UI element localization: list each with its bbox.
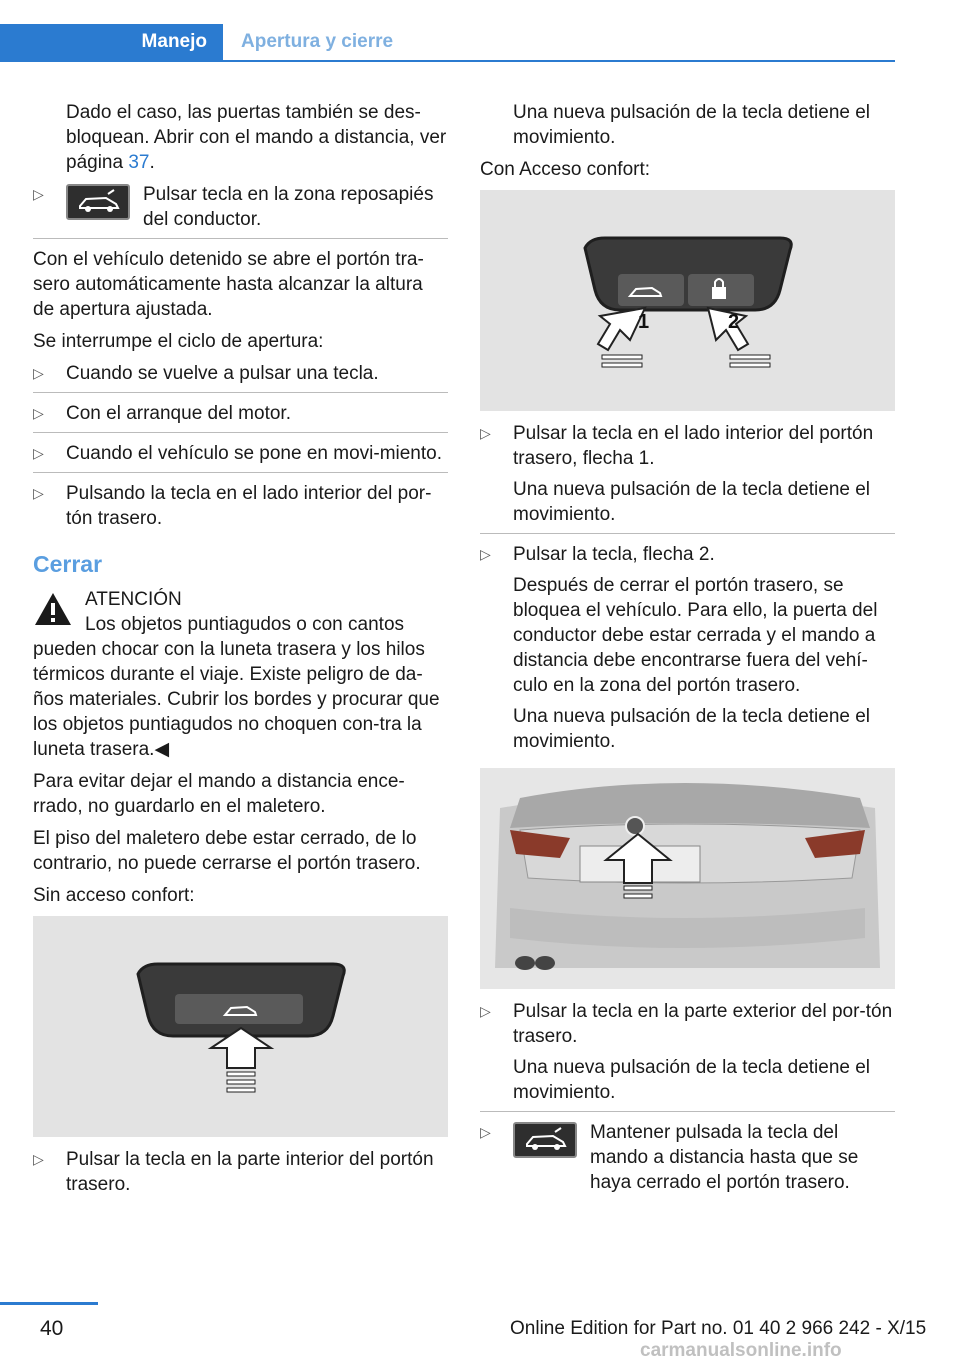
warning-block: [33, 587, 448, 612]
paragraph-auto-open: Con el vehículo detenido se abre el portón tra-sero automáticamente hasta alcanzar la altura de apertura ajustada.: [33, 249, 424, 320]
list-item: ▷ Pulsar la tecla en la parte interior del portón trasero.: [33, 1149, 434, 1195]
tailgate-key-icon: [66, 184, 130, 220]
bullet-triangle-icon: ▷: [33, 1151, 44, 1167]
paragraph-no-comfort: Sin acceso confort:: [33, 885, 195, 906]
list-item-footwell-key: [33, 182, 448, 239]
paragraph-interrupt: Se interrumpe el ciclo de apertura:: [33, 331, 324, 352]
paragraph-comfort: Con Acceso confort:: [480, 159, 651, 180]
bullet-triangle-icon: ▷: [480, 1124, 491, 1140]
fig-arrow-label-2: 2: [728, 311, 740, 333]
list-item-arrow-2: ▷ Pulsar la tecla, flecha 2. Después de cerrar el portón trasero, se bloquea el vehículo. Para ello, la puerta del conductor debe estar cerrada y el mando a distancia debe encontrarse fuera del vehí-culo en la zona del portón trasero. Una nueva pulsación de la tecla detiene el movimiento.: [480, 544, 878, 752]
remote-key-text: Mantener pulsada la tecla del mando a distancia hasta que se haya cerrado el portón trasero.: [590, 1122, 859, 1193]
list-item-remote-key: [480, 1120, 895, 1195]
list-item: ▷ Cuando el vehículo se pone en movi-miento.: [33, 441, 448, 473]
warning-text: Los objetos puntiagudos o con cantos pueden chocar con la luneta trasera y los hilos térmicos durante el viaje. Existe peligro de da-ños materiales. Cubrir los bordes y procurar que los objetos puntiagudos no choquen con-tra la luneta trasera.◀: [33, 614, 440, 760]
header-tab-manejo[interactable]: Manejo: [0, 24, 223, 60]
page-link-37[interactable]: 37: [128, 152, 150, 173]
footwell-key-text: Pulsar tecla en la zona reposapiés del conductor.: [143, 184, 434, 230]
page-number: 40: [40, 1317, 64, 1340]
list-item: ▷ Pulsando la tecla en el lado interior del por-tón trasero.: [33, 483, 432, 529]
bullet-triangle-icon: ▷: [480, 546, 491, 562]
paragraph-unlock: Dado el caso, las puertas también se des-bloquean. Abrir con el mando a distancia, ver página 37.: [66, 102, 447, 173]
figure-comfort-buttons: [480, 190, 895, 411]
bullet-triangle-icon: ▷: [480, 1003, 491, 1019]
fig-arrow-label-1: 1: [638, 311, 650, 333]
paragraph-floor: El piso del maletero debe estar cerrado, de lo contrario, no puede cerrarse el portón trasero.: [33, 828, 421, 874]
list-item-arrow-1: ▷ Pulsar la tecla en el lado interior del portón trasero, flecha 1. Una nueva pulsación de la tecla detiene el movimiento.: [480, 421, 895, 534]
watermark: carmanualsonline.info: [640, 1340, 842, 1361]
bullet-triangle-icon: ▷: [33, 445, 44, 461]
figure-inner-button: [33, 916, 448, 1137]
section-title-cerrar: Cerrar: [33, 551, 103, 577]
bullet-triangle-icon: ▷: [33, 405, 44, 421]
right-column: [480, 100, 895, 1201]
bullet-triangle-icon: ▷: [33, 365, 44, 381]
footer-line: [0, 1302, 98, 1305]
paragraph-remote: Para evitar dejar el mando a distancia ence-rrado, no guardarlo en el maletero.: [33, 771, 405, 817]
figure-exterior-button: [480, 768, 895, 989]
tailgate-key-icon: [513, 1122, 577, 1158]
list-item-exterior: ▷ Pulsar la tecla en la parte exterior del por-tón trasero. Una nueva pulsación de la tecla detiene el movimiento.: [480, 999, 895, 1112]
paragraph-stop: Una nueva pulsación de la tecla detiene el movimiento.: [513, 102, 871, 148]
footer-edition: Online Edition for Part no. 01 40 2 966 242 - X/15: [510, 1318, 927, 1339]
bullet-triangle-icon: ▷: [480, 425, 491, 441]
list-item: ▷ Cuando se vuelve a pulsar una tecla.: [33, 361, 448, 393]
warning-title: ATENCIÓN: [85, 589, 182, 610]
warning-triangle-icon: [33, 591, 73, 634]
bullet-triangle-icon: ▷: [33, 186, 44, 202]
left-column: [33, 100, 448, 1203]
header-tab-apertura[interactable]: Apertura y cierre: [241, 31, 394, 52]
list-item: ▷ Con el arranque del motor.: [33, 401, 448, 433]
bullet-triangle-icon: ▷: [33, 485, 44, 501]
page-header: [0, 24, 895, 62]
